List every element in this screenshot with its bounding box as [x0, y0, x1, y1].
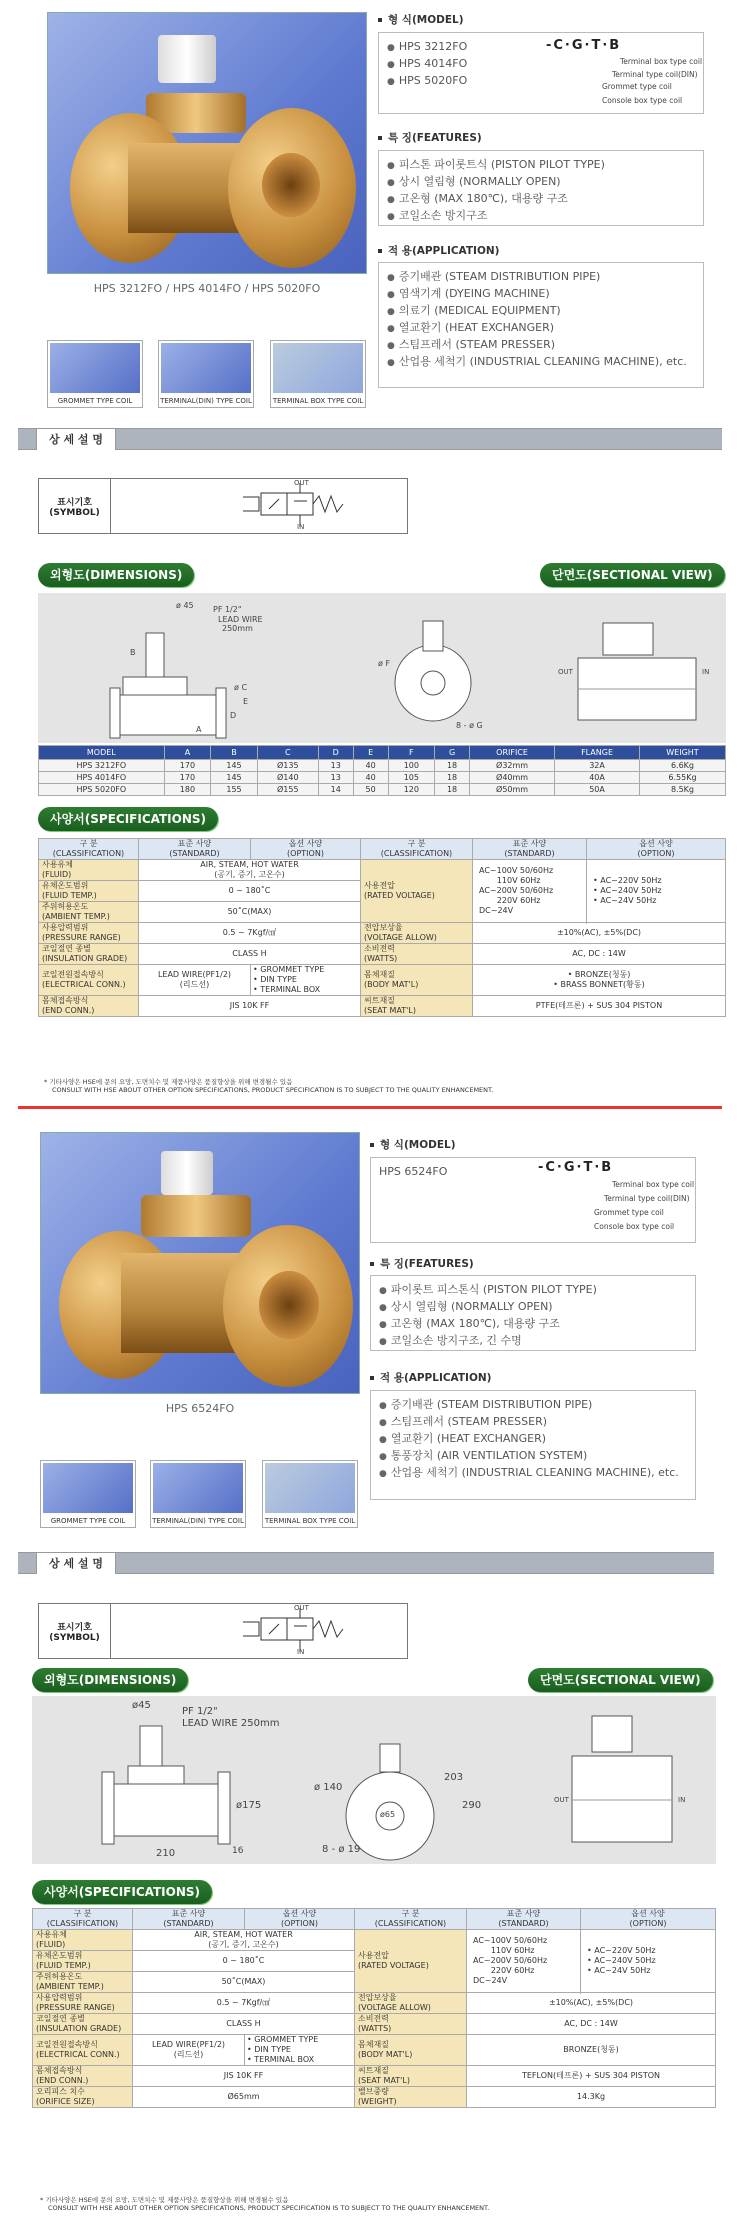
product-caption: HPS 3212FO / HPS 4014FO / HPS 5020FO	[93, 282, 321, 295]
dim-label-phi45: ø 45	[176, 601, 194, 610]
dimensions-pill: 외형도(DIMENSIONS)	[32, 1668, 188, 1692]
coil-din: TERMINAL(DIN) TYPE COIL	[150, 1460, 246, 1528]
coil-grommet: GROMMET TYPE COIL	[40, 1460, 136, 1528]
dim-label-f: ø F	[378, 659, 391, 668]
spec-row: 유체온도범위 (FLUID TEMP.) 0 ~ 180˚C	[39, 881, 726, 902]
features-box	[370, 1275, 696, 1351]
table-row: HPS 4014FO 170 145 Ø140 13 40 105 18 Ø40mm 40A 6.55Kg	[39, 772, 726, 784]
application-item: ● 통풍장치 (AIR VENTILATION SYSTEM)	[379, 1448, 687, 1465]
dimension-drawing	[32, 1696, 716, 1864]
dim-label-d140: ø 140	[314, 1782, 343, 1793]
code-note: Terminal box type coil	[612, 1180, 695, 1189]
dimension-drawing	[38, 593, 726, 743]
symbol-out: OUT	[294, 479, 309, 487]
spec-table: 구 분 (CLASSIFICATION) 표준 사양 (STANDARD) 옵션 사양 (OPTION) 구 분 (CLASSIFICATION) 표준 사양 (STANDARD) 옵션 사양 (OPTION) 사용유체 (FLUID) AIR, STEAM, HOT WATER (공기, 증기, 고온수) 사용전압 (RATED VOLTAGE) AC~100V 50/60Hz 110V 60Hz AC~200V 50/60Hz 220V 60Hz DC~24V • AC~220V 50Hz • AC~240V 50Hz • AC~24V 50Hz 유체온도범위 (FLUID TEMP.) 0 ~ 180˚C 주위허용온도 (AMBIENT TEMP.) 50˚C(MAX) 사용압력범위 (PRESSURE RANGE) 0.5 ~ 7Kgf/㎠ 전압보상율 (VOLTAGE ALLOW) ±10%(AC), ±5%(DC) 코일절연 종별 (INSULATION GRADE) CLASS H 소비전력 (WATTS) AC, DC : 14W 코일전원접속방식 (ELECTRICAL CONN.) LEAD WIRE(PF1/2) (리드선) • GROMMET TYPE • DIN TYPE • TERMINAL BOX 몸체재질 (BODY MAT'L) • BRONZE(청동) • BRASS BONNET(황동) 몸체접속방식 (END CONN.) JIS 10K FF 씨트재질 (SEAT MAT'L) PTFE(테프론) + SUS 304 PISTON	[38, 838, 726, 1017]
dim-label-e: E	[243, 697, 249, 706]
detail-tab[interactable]: 상 세 설 명	[36, 428, 116, 450]
valve-port	[259, 1271, 319, 1339]
sect-label-in: IN	[702, 668, 710, 676]
spec-row: 몸체접속방식 (END CONN.) JIS 10K FF 씨트재질 (SEAT MAT'L) PTFE(테프론) + SUS 304 PISTON	[39, 996, 726, 1017]
feature-item: ● 피스톤 파이롯트식 (PISTON PILOT TYPE)	[387, 157, 695, 174]
sect-label-in: IN	[678, 1796, 686, 1804]
valve-coil	[158, 35, 216, 83]
valve-port	[262, 153, 320, 217]
detail-bar	[18, 1552, 714, 1574]
spec-row: 주위허용온도 (AMBIENT TEMP.) 50˚C(MAX)	[33, 1972, 716, 1993]
product-caption: HPS 6524FO	[165, 1402, 235, 1415]
dim-label-d65: ø65	[380, 1810, 396, 1819]
application-item: ● 염색기계 (DYEING MACHINE)	[387, 286, 695, 303]
dimensions-pill: 외형도(DIMENSIONS)	[38, 563, 194, 587]
spec-row: 사용유체 (FLUID) AIR, STEAM, HOT WATER (공기, 증기, 고온수) 사용전압 (RATED VOLTAGE) AC~100V 50/60Hz 110V 60Hz AC~200V 50/60Hz 220V 60Hz DC~24V • AC~220V 50Hz • AC~240V 50Hz • AC~24V 50Hz	[39, 860, 726, 881]
code-note: Console box type coil	[594, 1222, 675, 1231]
table-row: HPS 3212FO 170 145 Ø135 13 40 100 18 Ø32mm 32A 6.6Kg	[39, 760, 726, 772]
feature-item: ● 코일소손 방지구조, 긴 수명	[379, 1333, 687, 1350]
coil-din: TERMINAL(DIN) TYPE COIL	[158, 340, 254, 408]
spec-row: 유체온도범위 (FLUID TEMP.) 0 ~ 180˚C	[33, 1951, 716, 1972]
application-box	[370, 1390, 696, 1500]
detail-bar	[18, 428, 722, 450]
feature-item: ● 고온형 (MAX 180℃), 대용량 구조	[379, 1316, 687, 1333]
table-header-row: MODEL A B C D E F G ORIFICE FLANGE WEIGHT	[39, 746, 726, 760]
dim-label-a: A	[196, 725, 202, 734]
coil-grommet: GROMMET TYPE COIL	[47, 340, 143, 408]
dim-label-lead: LEAD WIRE 250mm	[182, 1718, 280, 1729]
valve-bonnet	[141, 1195, 251, 1237]
feature-item: ● 파이롯트 피스톤식 (PISTON PILOT TYPE)	[379, 1282, 687, 1299]
spec-row: 전압보상율 (VOLTAGE ALLOW) ±10%(AC), ±5%(DC)	[39, 923, 726, 944]
features-title: 특 징(FEATURES)	[370, 1256, 474, 1271]
code-note: Grommet type coil	[602, 82, 672, 91]
section-divider	[18, 1106, 722, 1109]
symbol-out: OUT	[294, 1604, 309, 1612]
spec-row: 사용유체 (FLUID) AIR, STEAM, HOT WATER (공기, 증기, 고온수) 사용전압 (RATED VOLTAGE) AC~100V 50/60Hz 110V 60Hz AC~200V 50/60Hz 220V 60Hz DC~24V • AC~220V 50Hz • AC~240V 50Hz • AC~24V 50Hz	[33, 1930, 716, 1951]
features-title: 특 징(FEATURES)	[378, 130, 482, 145]
valve-coil	[161, 1151, 213, 1195]
application-item: ● 산업용 세척기 (INDUSTRIAL CLEANING MACHINE), etc.	[379, 1465, 687, 1482]
specifications-pill: 사양서(SPECIFICATIONS)	[38, 807, 218, 831]
coil-terminal-box: TERMINAL BOX TYPE COIL	[262, 1460, 358, 1528]
spec-row: 코일전원접속방식 (ELECTRICAL CONN.) LEAD WIRE(PF1/2) (리드선) • GROMMET TYPE • DIN TYPE • TERMINAL BOX 몸체재질 (BODY MAT'L) BRONZE(청동)	[33, 2035, 716, 2066]
dim-label-g: 8 - ø G	[456, 721, 483, 730]
sect-label-out: OUT	[554, 1796, 569, 1804]
model-title: 형 식(MODEL)	[370, 1137, 456, 1152]
product-photo	[40, 1132, 360, 1394]
dim-label-h203: 203	[444, 1772, 464, 1783]
dimension-drawing-area	[38, 593, 726, 743]
application-item: ● 스팀프레서 (STEAM PRESSER)	[387, 337, 695, 354]
sectional-pill: 단면도(SECTIONAL VIEW)	[528, 1668, 713, 1692]
application-item: ● 열교환기 (HEAT EXCHANGER)	[379, 1431, 687, 1448]
dim-label-h290: 290	[462, 1800, 482, 1811]
application-item: ● 증기배관 (STEAM DISTRIBUTION PIPE)	[379, 1397, 687, 1414]
model-item: ● HPS 3212FO	[387, 39, 695, 56]
specifications-pill: 사양서(SPECIFICATIONS)	[32, 1880, 212, 1904]
dim-label-phi45: ø45	[132, 1700, 151, 1711]
application-title: 적 용(APPLICATION)	[378, 243, 499, 258]
symbol-box: 표시기호 (SYMBOL) OUT IN	[38, 478, 408, 534]
table-row: HPS 5020FO 180 155 Ø155 14 50 120 18 Ø50mm 50A 8.5Kg	[39, 784, 726, 796]
sectional-pill: 단면도(SECTIONAL VIEW)	[540, 563, 725, 587]
dimension-table	[38, 745, 726, 796]
dim-label-pf: PF 1/2"	[182, 1706, 218, 1717]
dim-label-lead2: 250mm	[222, 624, 253, 633]
application-item: ● 의료기 (MEDICAL EQUIPMENT)	[387, 303, 695, 320]
code-note: Terminal box type coil	[620, 57, 703, 66]
features-box	[378, 150, 704, 226]
code-note: Grommet type coil	[594, 1208, 664, 1217]
dim-label-h16: 16	[232, 1846, 244, 1856]
application-box	[378, 262, 704, 388]
application-title: 적 용(APPLICATION)	[370, 1370, 491, 1385]
dim-label-lead: LEAD WIRE	[218, 615, 263, 624]
spec-header-row: 구 분 (CLASSIFICATION) 표준 사양 (STANDARD) 옵션 사양 (OPTION) 구 분 (CLASSIFICATION) 표준 사양 (STANDARD) 옵션 사양 (OPTION)	[33, 1909, 716, 1930]
feature-item: ● 코일소손 방지구조	[387, 208, 695, 225]
spec-row: 코일전원접속방식 (ELECTRICAL CONN.) LEAD WIRE(PF1/2) (리드선) • GROMMET TYPE • DIN TYPE • TERMINAL BOX 몸체재질 (BODY MAT'L) • BRONZE(청동) • BRASS BONNET(황동)	[39, 965, 726, 996]
spec-note: * 기타사양은 HSE에 문의 요망, 도면치수 및 제품사양은 품질향상을 위해 변경될수 있음 CONSULT WITH HSE ABOUT OTHER OPTION SPECIFICATIONS, PRODUCT SPECIFICATION IS TO SUBJECT TO THE QUALITY ENHANCEMENT.	[44, 1078, 494, 1094]
spec-row: 주위허용온도 (AMBIENT TEMP.) 50˚C(MAX)	[39, 902, 726, 923]
dim-label-b: B	[130, 648, 136, 657]
dim-label-d: D	[230, 711, 237, 720]
feature-item: ● 상시 열림형 (NORMALLY OPEN)	[379, 1299, 687, 1316]
spec-row: 코일절연 종별 (INSULATION GRADE) CLASS H 소비전력 (WATTS) AC, DC : 14W	[39, 944, 726, 965]
model-item: HPS 6524FO	[379, 1165, 448, 1178]
dim-label-d175: ø175	[236, 1800, 262, 1811]
model-item: ● HPS 4014FO	[387, 56, 695, 73]
spec-row: 몸체접속방식 (END CONN.) JIS 10K FF 씨트재질 (SEAT MAT'L) TEFLON(테프론) + SUS 304 PISTON	[33, 2066, 716, 2087]
symbol-box: 표시기호 (SYMBOL) OUT IN	[38, 1603, 408, 1659]
coil-terminal-box: TERMINAL BOX TYPE COIL	[270, 340, 366, 408]
code-note: Terminal type coil(DIN)	[604, 1194, 690, 1203]
model-title: 형 식(MODEL)	[378, 12, 464, 27]
model-code: -C·G·T·B	[538, 1160, 614, 1175]
application-item: ● 증기배관 (STEAM DISTRIBUTION PIPE)	[387, 269, 695, 286]
application-item: ● 산업용 세척기 (INDUSTRIAL CLEANING MACHINE), etc.	[387, 354, 695, 371]
symbol-in: IN	[297, 523, 305, 531]
spec-row: 전압보상율 (VOLTAGE ALLOW) ±10%(AC), ±5%(DC)	[33, 1993, 716, 2014]
spec-row: 코일절연 종별 (INSULATION GRADE) CLASS H 소비전력 (WATTS) AC, DC : 14W	[33, 2014, 716, 2035]
dim-label-g19: 8 - ø 19	[322, 1844, 361, 1855]
spec-note: * 기타사양은 HSE에 문의 요망, 도면치수 및 제품사양은 품질향상을 위해 변경될수 있음 CONSULT WITH HSE ABOUT OTHER OPTION SPECIFICATIONS, PRODUCT SPECIFICATION IS TO SUBJECT TO THE QUALITY ENHANCEMENT.	[40, 2196, 490, 2212]
sect-label-out: OUT	[558, 668, 573, 676]
application-item: ● 스팀프레서 (STEAM PRESSER)	[379, 1414, 687, 1431]
spec-header-row: 구 분 (CLASSIFICATION) 표준 사양 (STANDARD) 옵션 사양 (OPTION) 구 분 (CLASSIFICATION) 표준 사양 (STANDARD) 옵션 사양 (OPTION)	[39, 839, 726, 860]
model-code: -C·G·T·B	[546, 38, 622, 53]
spec-table: 구 분 (CLASSIFICATION) 표준 사양 (STANDARD) 옵션 사양 (OPTION) 구 분 (CLASSIFICATION) 표준 사양 (STANDARD) 옵션 사양 (OPTION) 사용유체 (FLUID) AIR, STEAM, HOT WATER (공기, 증기, 고온수) 사용전압 (RATED VOLTAGE) AC~100V 50/60Hz 110V 60Hz AC~200V 50/60Hz 220V 60Hz DC~24V • AC~220V 50Hz • AC~240V 50Hz • AC~24V 50Hz 유체온도범위 (FLUID TEMP.) 0 ~ 180˚C 주위허용온도 (AMBIENT TEMP.) 50˚C(MAX) 사용압력범위 (PRESSURE RANGE) 0.5 ~ 7Kgf/㎠ 전압보상율 (VOLTAGE ALLOW) ±10%(AC), ±5%(DC) 코일절연 종별 (INSULATION GRADE) CLASS H 소비전력 (WATTS) AC, DC : 14W 코일전원접속방식 (ELECTRICAL CONN.) LEAD WIRE(PF1/2) (리드선) • GROMMET TYPE • DIN TYPE • TERMINAL BOX 몸체재질 (BODY MAT'L) BRONZE(청동) 몸체접속방식 (END CONN.) JIS 10K FF 씨트재질 (SEAT MAT'L) TEFLON(테프론) + SUS 304 PISTON 오리피스 치수 (ORIFICE SIZE) Ø65mm 밸브중량 (WEIGHT) 14.3Kg	[32, 1908, 716, 2108]
spec-row: 오리피스 치수 (ORIFICE SIZE) Ø65mm 밸브중량 (WEIGHT) 14.3Kg	[33, 2087, 716, 2108]
symbol-in: IN	[297, 1648, 305, 1656]
product-photo	[47, 12, 367, 274]
model-item: ● HPS 5020FO	[387, 73, 695, 90]
feature-item: ● 상시 열림형 (NORMALLY OPEN)	[387, 174, 695, 191]
code-note: Terminal type coil(DIN)	[612, 70, 698, 79]
dimension-drawing-area	[32, 1696, 716, 1864]
dim-label-w210: 210	[156, 1848, 176, 1859]
feature-item: ● 고온형 (MAX 180℃), 대용량 구조	[387, 191, 695, 208]
application-item: ● 열교환기 (HEAT EXCHANGER)	[387, 320, 695, 337]
dim-label-c: ø C	[234, 683, 248, 692]
detail-tab[interactable]: 상 세 설 명	[36, 1552, 116, 1574]
code-note: Console box type coil	[602, 96, 683, 105]
dim-label-pf: PF 1/2"	[213, 605, 242, 614]
